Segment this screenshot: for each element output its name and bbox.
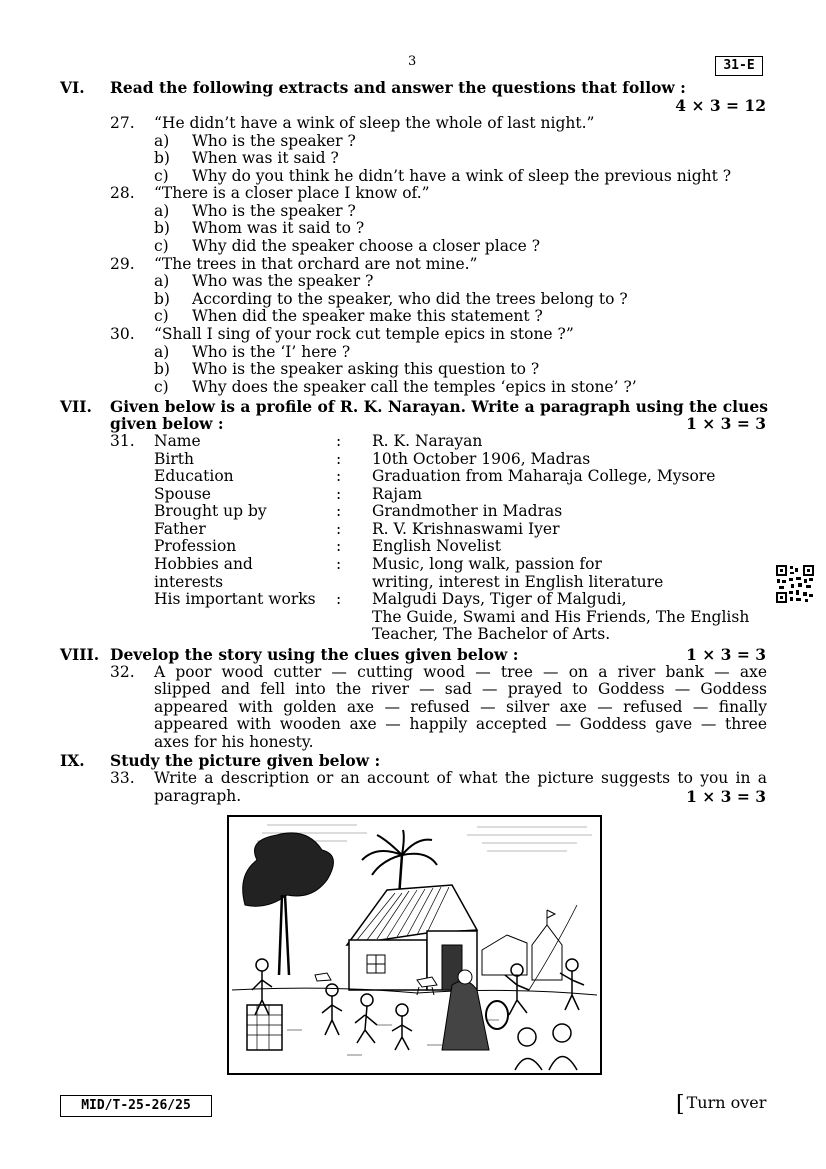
profile-label: Birth	[154, 450, 194, 468]
profile-value: 10th October 1906, Madras	[372, 450, 591, 468]
profile-value: Rajam	[372, 485, 423, 503]
question-text: “The trees in that orchard are not mine.”	[154, 255, 478, 273]
sub-question: Who is the ‘I’ here ?	[192, 343, 351, 361]
question-text-cont: paragraph.	[154, 787, 242, 805]
sub-label: b)	[154, 149, 170, 167]
page-number: 3	[408, 54, 417, 69]
sub-question: Whom was it said to ?	[192, 219, 365, 237]
profile-label-hobbies-cont: interests	[154, 573, 224, 591]
village-scene-illustration	[227, 815, 602, 1075]
profile-label: Name	[154, 432, 201, 450]
profile-value: English Novelist	[372, 537, 501, 555]
sub-label: b)	[154, 360, 170, 378]
question-number: 27.	[110, 114, 135, 132]
profile-colon: :	[336, 450, 342, 468]
profile-label: Spouse	[154, 485, 211, 503]
section-vii-title-cont: given below :	[110, 414, 224, 433]
question-text: “There is a closer place I know of.”	[154, 184, 430, 202]
sub-question: Why did the speaker choose a closer place ?	[192, 237, 541, 255]
profile-label-hobbies: Hobbies and	[154, 555, 253, 573]
profile-label: Brought up by	[154, 502, 267, 520]
profile-value-works-cont: The Guide, Swami and His Friends, The English	[372, 608, 750, 626]
question-number: 29.	[110, 255, 135, 273]
sub-label: c)	[154, 378, 169, 396]
sub-question: Who is the speaker asking this question to ?	[192, 360, 540, 378]
question-text: Write a description or an account of what the picture suggests to you in a	[154, 769, 767, 787]
sub-question: Who is the speaker ?	[192, 202, 356, 220]
sub-question: According to the speaker, who did the trees belong to ?	[192, 290, 628, 308]
section-viii-marks: 1 × 3 = 3	[686, 645, 766, 664]
question-number: 31.	[110, 432, 135, 450]
section-vii-title: Given below is a profile of R. K. Narayan. Write a paragraph using the clues	[110, 397, 768, 416]
sub-label: a)	[154, 343, 170, 361]
profile-colon: :	[336, 520, 342, 538]
turn-over-bracket: [	[676, 1092, 685, 1117]
section-ix-title: Study the picture given below :	[110, 751, 381, 770]
profile-colon: :	[336, 432, 342, 450]
sub-label: c)	[154, 307, 169, 325]
sub-question: When did the speaker make this statement ?	[192, 307, 543, 325]
section-ix-marks: 1 × 3 = 3	[686, 787, 766, 806]
profile-label-works: His important works	[154, 590, 316, 608]
profile-colon: :	[336, 485, 342, 503]
section-vi-marks: 4 × 3 = 12	[675, 96, 766, 115]
profile-colon: :	[336, 555, 342, 573]
profile-label: Profession	[154, 537, 237, 555]
profile-value: Grandmother in Madras	[372, 502, 563, 520]
sub-question: Who was the speaker ?	[192, 272, 374, 290]
sub-question: When was it said ?	[192, 149, 339, 167]
sub-label: c)	[154, 167, 169, 185]
story-clue-line: slipped and fell into the river — sad — prayed to Goddess — Goddess	[154, 680, 767, 698]
profile-colon: :	[336, 467, 342, 485]
section-viii-title: Develop the story using the clues given below :	[110, 645, 519, 664]
sub-label: a)	[154, 272, 170, 290]
profile-value: R. K. Narayan	[372, 432, 483, 450]
story-clue-line: axes for his honesty.	[154, 733, 314, 751]
sub-label: a)	[154, 132, 170, 150]
question-number: 33.	[110, 769, 135, 787]
sub-label: b)	[154, 290, 170, 308]
section-vii-marks: 1 × 3 = 3	[686, 414, 766, 433]
profile-value: Graduation from Maharaja College, Mysore	[372, 467, 716, 485]
sub-question: Why do you think he didn’t have a wink of sleep the previous night ?	[192, 167, 732, 185]
profile-value-hobbies: Music, long walk, passion for	[372, 555, 602, 573]
question-number: 28.	[110, 184, 135, 202]
section-vii-number: VII.	[60, 397, 92, 416]
profile-label: Education	[154, 467, 234, 485]
story-clue-line: A poor wood cutter — cutting wood — tree — on a river bank — axe	[154, 663, 767, 681]
question-text: “He didn’t have a wink of sleep the whole of last night.”	[154, 114, 595, 132]
sub-question: Why does the speaker call the temples ‘epics in stone’ ?’	[192, 378, 637, 396]
story-clue-line: appeared with golden axe — refused — silver axe — refused — finally	[154, 698, 767, 716]
sub-label: c)	[154, 237, 169, 255]
sub-question: Who is the speaker ?	[192, 132, 356, 150]
qr-code-icon	[776, 565, 814, 603]
turn-over-text: Turn over	[686, 1093, 767, 1112]
question-number: 30.	[110, 325, 135, 343]
profile-value-works-cont: Teacher, The Bachelor of Arts.	[372, 625, 611, 643]
section-vi-title: Read the following extracts and answer the questions that follow :	[110, 78, 686, 97]
paper-code: 31-E	[715, 56, 763, 76]
question-number: 32.	[110, 663, 135, 681]
profile-colon: :	[336, 502, 342, 520]
section-vi-number: VI.	[60, 78, 85, 97]
question-text: “Shall I sing of your rock cut temple epics in stone ?”	[154, 325, 574, 343]
turn-over-note	[676, 1092, 766, 1117]
footer-code: MID/T-25-26/25	[60, 1095, 212, 1117]
sub-label: b)	[154, 219, 170, 237]
profile-value-works: Malgudi Days, Tiger of Malgudi,	[372, 590, 627, 608]
profile-colon: :	[336, 590, 342, 608]
profile-colon: :	[336, 537, 342, 555]
story-clue-line: appeared with wooden axe — happily accepted — Goddess gave — three	[154, 715, 767, 733]
section-viii-number: VIII.	[60, 645, 100, 664]
section-ix-number: IX.	[60, 751, 85, 770]
sub-label: a)	[154, 202, 170, 220]
profile-value-hobbies-cont: writing, interest in English literature	[372, 573, 664, 591]
profile-value: R. V. Krishnaswami Iyer	[372, 520, 560, 538]
profile-label: Father	[154, 520, 206, 538]
